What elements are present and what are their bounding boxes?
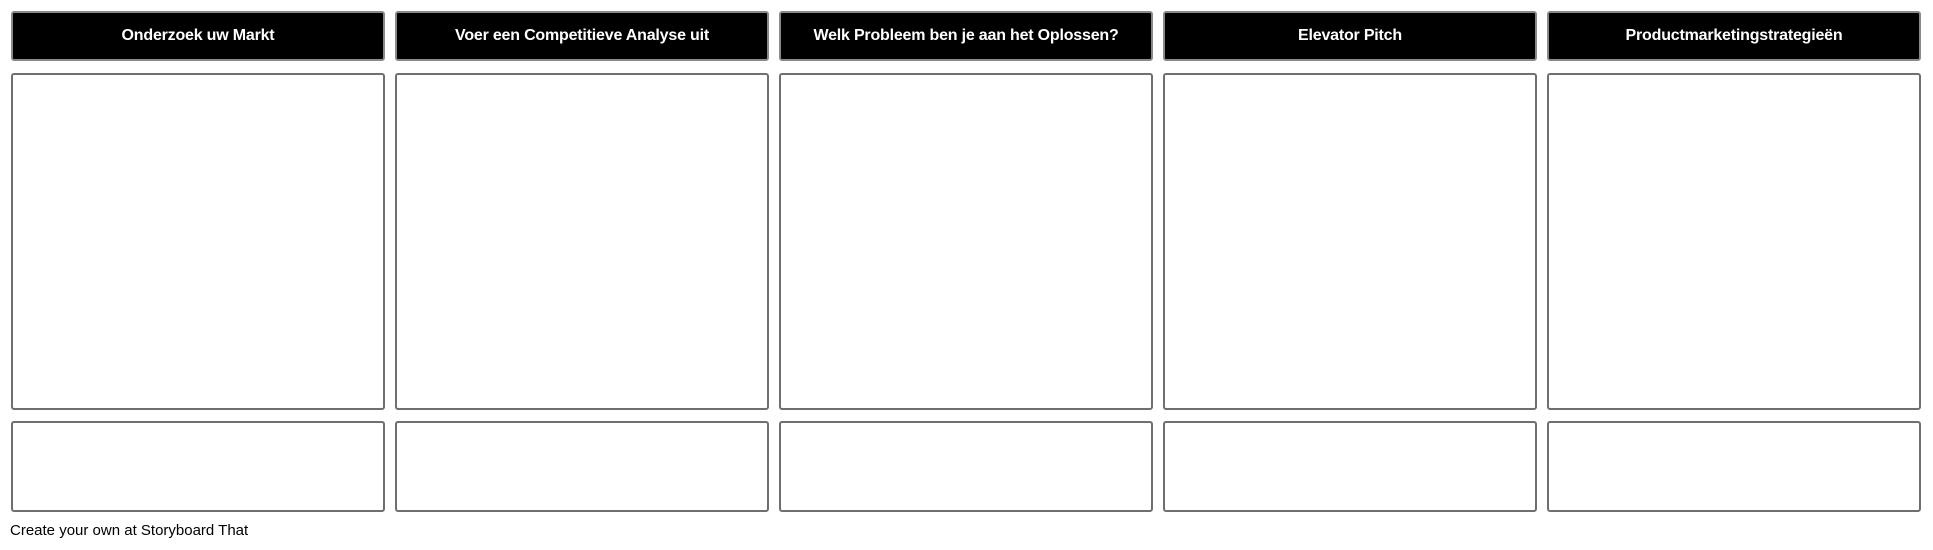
- scene-cell[interactable]: [1163, 73, 1537, 410]
- storyboard-column-3: [779, 11, 1153, 512]
- description-cell[interactable]: [11, 421, 385, 512]
- scene-cell[interactable]: [395, 73, 769, 410]
- storyboard-column-1: [11, 11, 385, 512]
- description-cell[interactable]: [779, 421, 1153, 512]
- scene-cell[interactable]: [1547, 73, 1921, 410]
- scene-cell[interactable]: [779, 73, 1153, 410]
- column-title: Elevator Pitch: [1298, 27, 1402, 44]
- scene-cell[interactable]: [11, 73, 385, 410]
- footer-credit: Create your own at Storyboard That: [10, 522, 249, 539]
- column-title: Voer een Competitieve Analyse uit: [455, 27, 709, 44]
- description-cell[interactable]: [1163, 421, 1537, 512]
- column-title: Onderzoek uw Markt: [121, 27, 275, 44]
- storyboard-column-5: [1547, 11, 1921, 512]
- storyboard-grid: [11, 11, 1922, 512]
- column-title: Welk Probleem ben je aan het Oplossen?: [813, 27, 1119, 44]
- column-title-cell[interactable]: [1163, 11, 1537, 61]
- column-title: Productmarketingstrategieën: [1625, 27, 1843, 44]
- description-cell[interactable]: [395, 421, 769, 512]
- column-title-cell[interactable]: [395, 11, 769, 61]
- column-title-cell[interactable]: [11, 11, 385, 61]
- storyboard-column-2: [395, 11, 769, 512]
- storyboard-column-4: [1163, 11, 1537, 512]
- column-title-cell[interactable]: [1547, 11, 1921, 61]
- description-cell[interactable]: [1547, 421, 1921, 512]
- column-title-cell[interactable]: [779, 11, 1153, 61]
